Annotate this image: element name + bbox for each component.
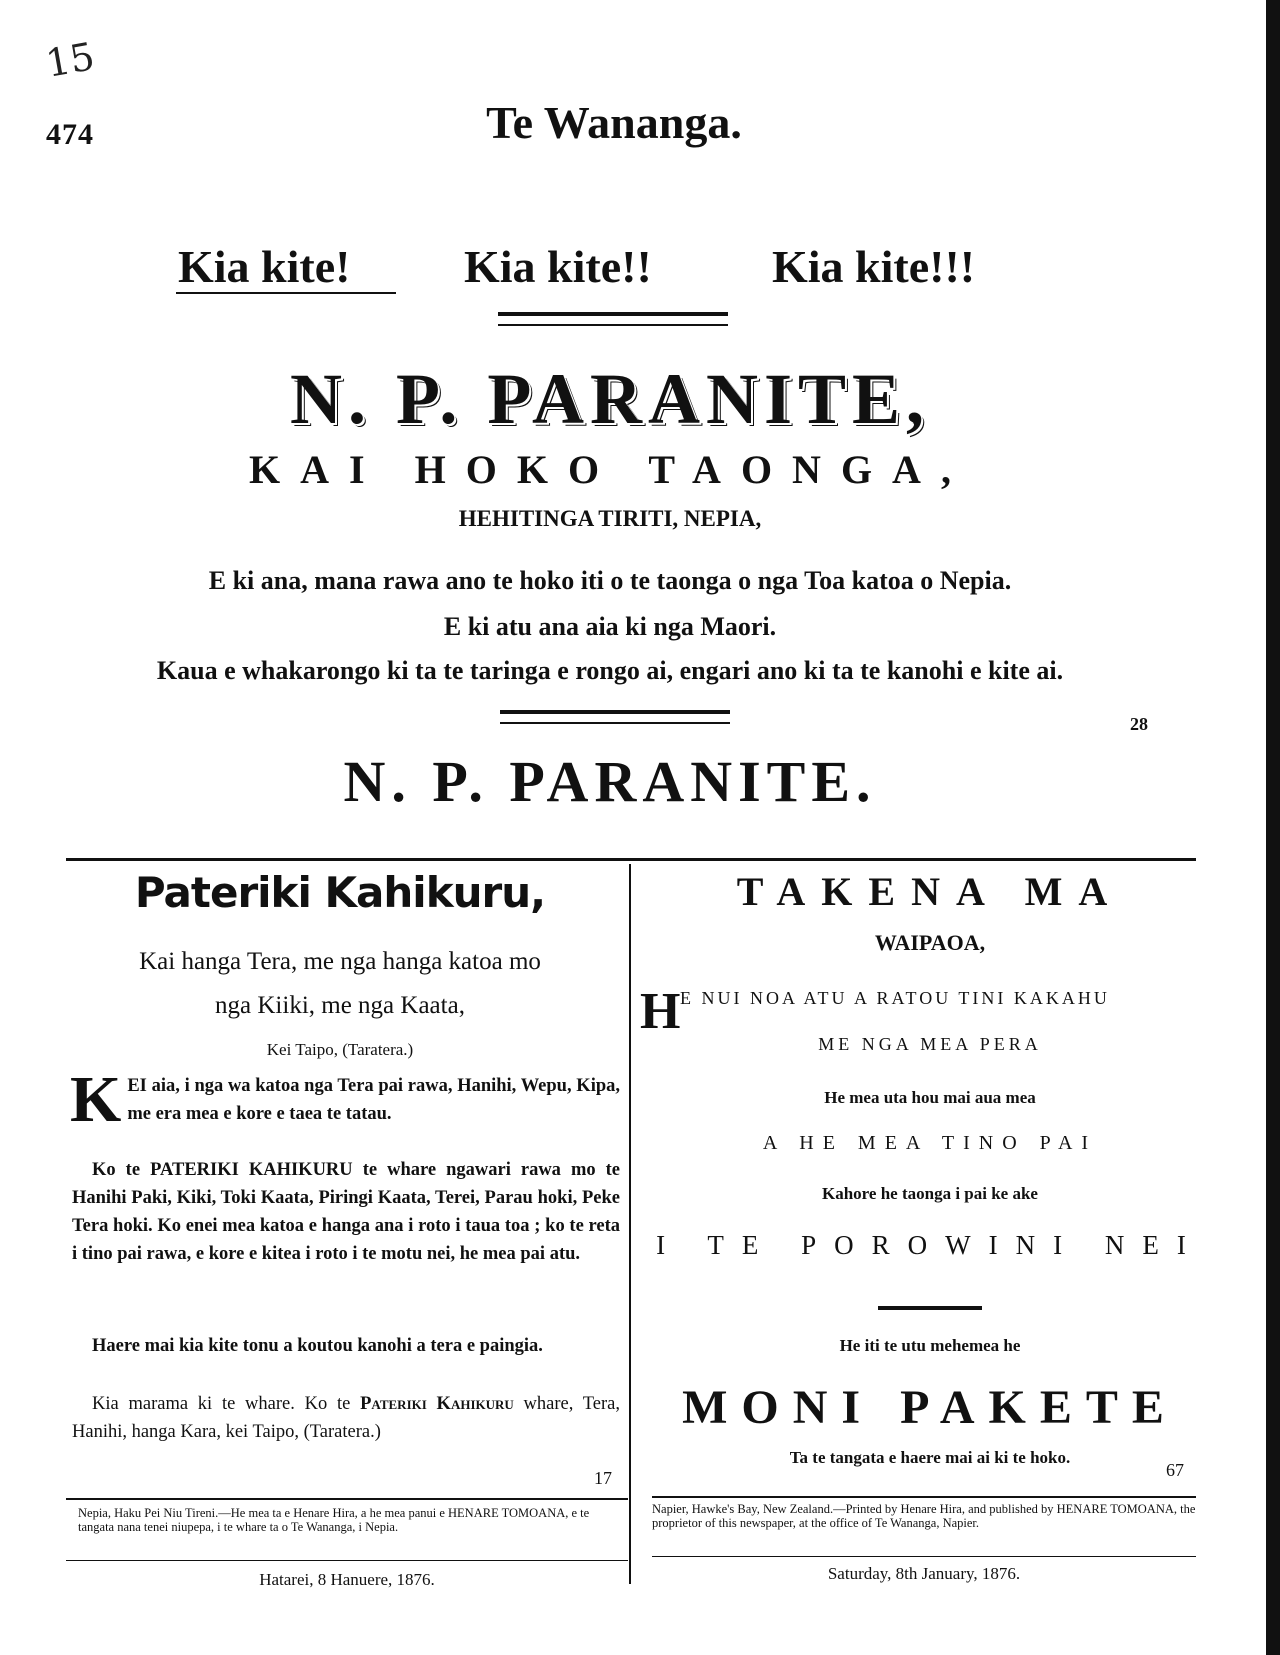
kia-kite-3: Kia kite!!!: [772, 241, 976, 292]
pateriki-para4-a: Kia marama ki te whare. Ko te: [92, 1394, 351, 1414]
column-divider: [629, 864, 631, 1584]
takena-line-5: Kahore he taonga i pai ke ake: [822, 1184, 1038, 1203]
kia-kite-underline: [176, 292, 396, 294]
takena-line-4: A HE MEA TINO PAI: [762, 1132, 1098, 1154]
pateriki-paragraph-4: [72, 1390, 620, 1446]
pateriki-para2-ko: Ko te: [92, 1160, 141, 1180]
trade-heading: KAI HOKO TAONGA,: [249, 447, 971, 492]
paranite-line-1: E ki ana, mana rawa ano te hoko iti o te taonga o nga Toa katoa o Nepia.: [208, 566, 1012, 595]
pateriki-para2-name: PATERIKI KAHIKURU: [150, 1160, 353, 1180]
takena-line-2: ME NGA MEA PERA: [818, 1034, 1042, 1054]
pateriki-para1-text: aia, i nga wa katoa nga Tera pai rawa, Hanihi, Wepu, Kipa, me era mea e kore e taea te tatau.: [127, 1076, 620, 1124]
pateriki-para2-text: te whare ngawari rawa mo te Hanihi Paki, Kiki, Toki Kaata, Piringi Kaata, Terei, Parau hoki, Peke Tera hoki. Ko enei mea katoa e hanga ana i roto i taua toa ; ko te reta i tino pai rawa, e kore e kitea i roto i te motu nei, he mea pai atu.: [72, 1160, 621, 1264]
paranite-line-3: Kaua e whakarongo ki ta te taringa e rongo ai, engari ano ki ta te kanohi e kite ai.: [156, 656, 1064, 685]
takena-line-3: He mea uta hou mai aua mea: [824, 1088, 1036, 1107]
pateriki-paragraph-1: [70, 1063, 620, 1136]
takena-line-8: MONI PAKETE: [682, 1381, 1178, 1434]
page-edge-shadow: [1266, 0, 1280, 1655]
takena-title: TAKENA MA: [736, 869, 1124, 914]
footer-rule-left: [66, 1498, 628, 1500]
ad-number-28: 28: [1130, 714, 1148, 734]
pateriki-title: Pateriki Kahikuru,: [134, 868, 546, 917]
footer-rule-right: [652, 1496, 1196, 1498]
takena-line-6: I TE POROWINI NEI: [656, 1230, 1204, 1260]
page-number: 474: [46, 118, 94, 151]
masthead-title: Te Wananga.: [486, 97, 742, 148]
ad-number-67: 67: [1166, 1460, 1184, 1480]
takena-short-rule: [878, 1306, 982, 1310]
takena-line-9: Ta te tangata e haere mai ai ki te hoko.: [789, 1448, 1071, 1467]
pateriki-para1-lead: EI: [127, 1076, 147, 1096]
pateriki-para4-name: Pateriki Kahikuru: [360, 1394, 514, 1414]
takena-place: WAIPAOA,: [874, 930, 986, 955]
kia-kite-1: Kia kite!: [178, 241, 351, 292]
handwritten-annotation: 15: [42, 34, 98, 86]
pateriki-line-1: Kai hanga Tera, me nga hanga katoa mo: [139, 948, 541, 975]
pateriki-para4-b: whare, Tera, Hanihi, hanga Kara, kei Taipo, (Taratera.): [72, 1394, 621, 1442]
double-rule-bottom: [500, 710, 730, 724]
pateriki-paragraph-2: [72, 1156, 620, 1268]
takena-line-7: He iti te utu mehemea he: [839, 1336, 1021, 1355]
section-rule: [66, 858, 1196, 861]
ad-number-17: 17: [594, 1468, 612, 1488]
footer-rule-right-2: [652, 1556, 1196, 1557]
pateriki-dropcap: K: [70, 1063, 122, 1136]
paranite-line-2: E ki atu ana aia ki nga Maori.: [443, 612, 777, 641]
address-line: HEHITINGA TIRITI, NEPIA,: [458, 506, 762, 531]
pateriki-location: Kei Taipo, (Taratera.): [266, 1040, 414, 1059]
kia-kite-2: Kia kite!!: [464, 241, 652, 292]
pateriki-line-2: nga Kiiki, me nga Kaata,: [215, 992, 465, 1019]
english-imprint: Napier, Hawke's Bay, New Zealand.—Printed by Henare Hira, and published by HENARE TOMOANA, the proprietor of this newspaper, at the office of Te Wananga, Napier.: [652, 1502, 1196, 1530]
paranite-name-display: N. P. PARANITE,: [289, 359, 931, 439]
takena-line-1: E NUI NOA ATU A RATOU TINI KAKAHU: [680, 988, 1110, 1008]
footer-rule-left-2: [66, 1560, 628, 1561]
takena-dropcap: H: [640, 983, 681, 1040]
double-rule-top: [498, 312, 728, 326]
paranite-name-footer: N. P. PARANITE.: [343, 749, 877, 814]
maori-imprint: Nepia, Haku Pei Niu Tireni.—He mea ta e Henare Hira, a he mea panui e HENARE TOMOANA, e te tangata nana tenei niupepa, i te whare ta o Te Wananga, i Nepia.: [78, 1506, 590, 1534]
english-date: Saturday, 8th January, 1876.: [827, 1564, 1021, 1583]
maori-date: Hatarei, 8 Hanuere, 1876.: [259, 1570, 435, 1589]
pateriki-paragraph-3: Haere mai kia kite tonu a koutou kanohi a tera e paingia.: [92, 1336, 543, 1356]
